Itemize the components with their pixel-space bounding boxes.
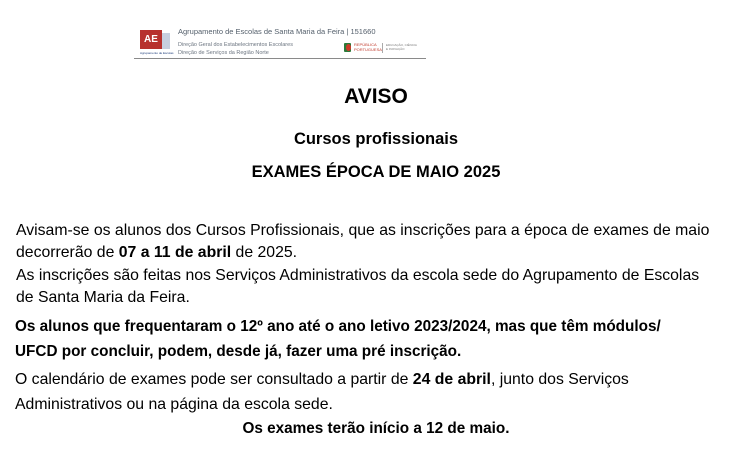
header-divider [134, 58, 426, 59]
calendar-date: 24 de abril [412, 371, 491, 388]
registration-dates: 07 a 11 de abril [118, 244, 232, 261]
paragraph-registration-location: As inscrições são feitas nos Serviços Administrativos da escola sede do Agrupamento de Escolas de Santa Maria da Feira. [16, 267, 700, 306]
ministry-label: EDUCAÇÃO, CIÊNCIA E INOVAÇÃO [386, 43, 417, 51]
notice-title: AVISO [344, 85, 408, 108]
notice-heading: EXAMES ÉPOCA DE MAIO 2025 [251, 163, 501, 181]
exam-start-notice: Os exames terão início a 12 de maio. [242, 420, 510, 437]
school-name: Agrupamento de Escolas de Santa Maria da Feira | 151660 [178, 27, 376, 36]
letterhead [134, 26, 426, 62]
government-logo [344, 43, 424, 56]
paragraph-calendar: O calendário de exames pode ser consultado a partir de 24 de abril, junto dos Serviços Administrativos ou na página da escola sede. [15, 371, 629, 413]
notice-subtitle: Cursos profissionais [293, 130, 459, 148]
logo-caption: Agrupamento de Escolas [140, 51, 174, 55]
coat-of-arms-icon [344, 43, 351, 52]
logo-separator [382, 43, 383, 53]
logo-mark: AE [140, 30, 162, 49]
school-logo [140, 30, 174, 54]
directorate-general: Direção Geral dos Estabelecimentos Escolares [178, 42, 293, 48]
paragraph-registration-dates: Avisam-se os alunos dos Cursos Profissionais, que as inscrições para a época de exames de maio decorrerão de 07 a 11 de abril de 2025. [16, 222, 710, 261]
paragraph-pre-registration: Os alunos que frequentaram o 12º ano até o ano letivo 2023/2024, mas que têm módulos/ UFCD por concluir, podem, desde já, fazer uma pré inscrição. [15, 318, 661, 360]
regional-directorate: Direção de Serviços da Região Norte [178, 50, 269, 56]
republic-label: REPÚBLICA PORTUGUESA [354, 42, 382, 52]
